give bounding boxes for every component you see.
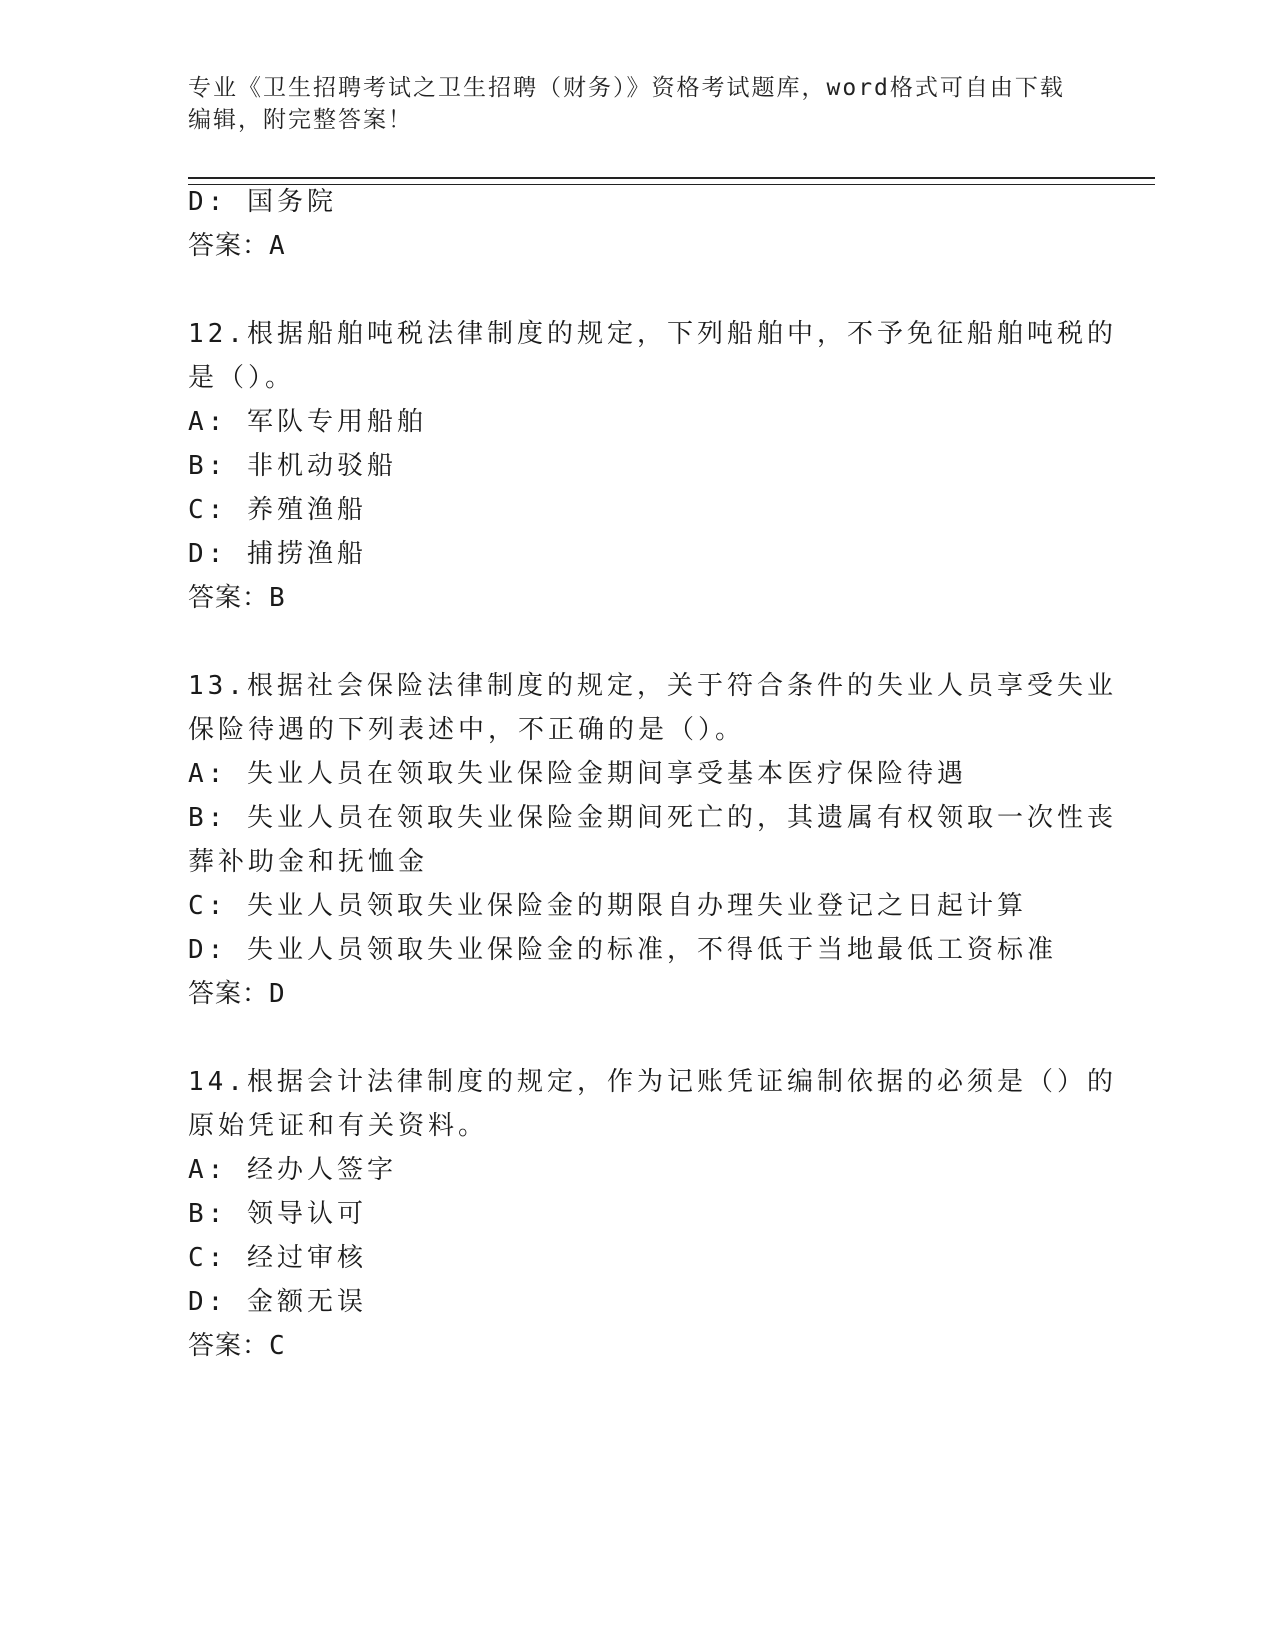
prev-answer: 答案：A <box>188 231 286 261</box>
q14-option-a: A: 经办人签字 <box>188 1155 397 1185</box>
q12-option-c: C: 养殖渔船 <box>188 495 367 525</box>
q12-answer: 答案：B <box>188 583 286 613</box>
q12-option-d: D: 捕捞渔船 <box>188 539 367 569</box>
prev-option-d: D: 国务院 <box>188 187 337 217</box>
q14-answer: 答案：C <box>188 1331 286 1361</box>
q14-option-b: B: 领导认可 <box>188 1199 367 1229</box>
header-divider <box>188 177 1155 185</box>
q14-option-d: D: 金额无误 <box>188 1287 367 1317</box>
q12-option-a: A: 军队专用船舶 <box>188 407 427 437</box>
q13-option-d: D: 失业人员领取失业保险金的标准，不得低于当地最低工资标准 <box>188 935 1057 965</box>
q13-option-a: A: 失业人员在领取失业保险金期间享受基本医疗保险待遇 <box>188 759 967 789</box>
header-line-1: 专业《卫生招聘考试之卫生招聘（财务）》资格考试题库，word格式可自由下载 <box>188 75 1065 101</box>
header-line-2: 编辑，附完整答案！ <box>188 107 413 133</box>
q14-stem-line-1: 14.根据会计法律制度的规定，作为记账凭证编制依据的必须是（）的 <box>188 1067 1117 1097</box>
q14-option-c: C: 经过审核 <box>188 1243 367 1273</box>
q13-stem-line-2: 保险待遇的下列表述中，不正确的是（）。 <box>188 715 746 745</box>
q12-option-b: B: 非机动驳船 <box>188 451 397 481</box>
q12-stem-line-1: 12.根据船舶吨税法律制度的规定，下列船舶中，不予免征船舶吨税的 <box>188 319 1117 349</box>
q13-option-b-line-2: 葬补助金和抚恤金 <box>188 847 429 877</box>
document-header <box>188 72 1088 136</box>
q13-stem-line-1: 13.根据社会保险法律制度的规定，关于符合条件的失业人员享受失业 <box>188 671 1117 701</box>
q13-option-c: C: 失业人员领取失业保险金的期限自办理失业登记之日起计算 <box>188 891 1027 921</box>
q12-stem-line-2: 是（）。 <box>188 363 296 393</box>
q13-answer: 答案：D <box>188 979 286 1009</box>
q14-stem-line-2: 原始凭证和有关资料。 <box>188 1111 489 1141</box>
q13-option-b-line-1: B: 失业人员在领取失业保险金期间死亡的，其遗属有权领取一次性丧 <box>188 803 1117 833</box>
